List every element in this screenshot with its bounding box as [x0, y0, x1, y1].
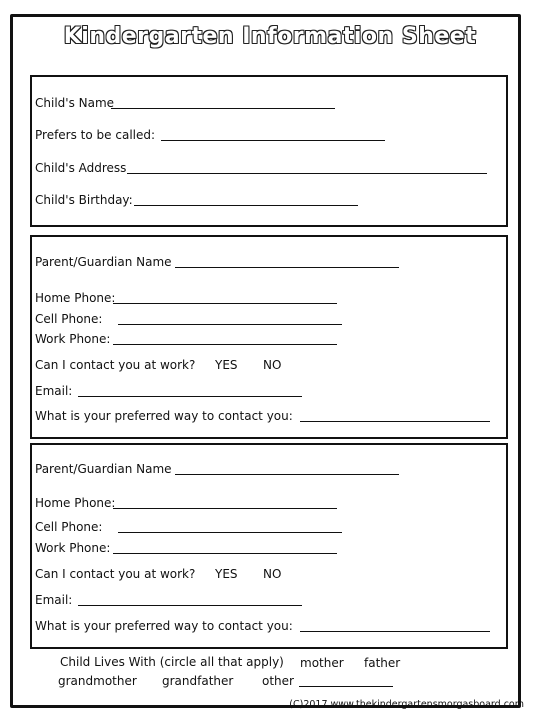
child-birthday-label: Child's Birthday: [35, 193, 133, 207]
lives-with-mother[interactable]: mother [300, 656, 344, 670]
prefers-name-field[interactable] [161, 140, 385, 141]
parent2-no-option[interactable]: NO [263, 567, 282, 581]
parent1-cell-label: Cell Phone: [35, 312, 103, 326]
parent2-cell-field[interactable] [118, 532, 342, 533]
parent2-email-label: Email: [35, 593, 73, 607]
parent1-no-option[interactable]: NO [263, 358, 282, 372]
parent2-contact-question: Can I contact you at work? [35, 567, 196, 581]
parent1-yes-option[interactable]: YES [215, 358, 238, 372]
parent1-name-label: Parent/Guardian Name [35, 255, 172, 269]
child-address-field[interactable] [127, 173, 487, 174]
parent2-home-field[interactable] [113, 508, 337, 509]
parent1-preferred-label: What is your preferred way to contact you: [35, 409, 293, 423]
lives-with-other-field[interactable] [299, 686, 393, 687]
child-name-field[interactable] [111, 108, 335, 109]
parent1-email-field[interactable] [78, 396, 302, 397]
parent2-name-field[interactable] [175, 474, 399, 475]
child-address-label: Child's Address [35, 161, 127, 175]
lives-with-other[interactable]: other [262, 674, 294, 688]
parent1-contact-question: Can I contact you at work? [35, 358, 196, 372]
lives-with-grandfather[interactable]: grandfather [162, 674, 234, 688]
parent1-home-field[interactable] [113, 303, 337, 304]
lives-with-label: Child Lives With (circle all that apply) [60, 655, 284, 669]
lives-with-grandmother[interactable]: grandmother [58, 674, 137, 688]
page-title: Kindergarten Information Sheet [63, 24, 477, 49]
parent2-preferred-label: What is your preferred way to contact you: [35, 619, 293, 633]
child-birthday-field[interactable] [134, 205, 358, 206]
parent1-work-label: Work Phone: [35, 332, 111, 346]
parent2-email-field[interactable] [78, 605, 302, 606]
prefers-name-label: Prefers to be called: [35, 128, 156, 142]
parent2-work-label: Work Phone: [35, 541, 111, 555]
parent2-home-label: Home Phone: [35, 496, 116, 510]
parent1-cell-field[interactable] [118, 324, 342, 325]
parent2-cell-label: Cell Phone: [35, 520, 103, 534]
copyright-credit: (C)2017 www.thekindergartensmorgasboard.com [289, 699, 524, 710]
parent2-name-label: Parent/Guardian Name [35, 462, 172, 476]
parent2-work-field[interactable] [113, 553, 337, 554]
parent1-work-field[interactable] [113, 344, 337, 345]
parent1-home-label: Home Phone: [35, 291, 116, 305]
parent1-email-label: Email: [35, 384, 73, 398]
parent1-name-field[interactable] [175, 267, 399, 268]
child-name-label: Child's Name [35, 96, 115, 110]
parent2-preferred-field[interactable] [300, 631, 490, 632]
parent2-yes-option[interactable]: YES [215, 567, 238, 581]
parent1-preferred-field[interactable] [300, 421, 490, 422]
lives-with-father[interactable]: father [364, 656, 401, 670]
